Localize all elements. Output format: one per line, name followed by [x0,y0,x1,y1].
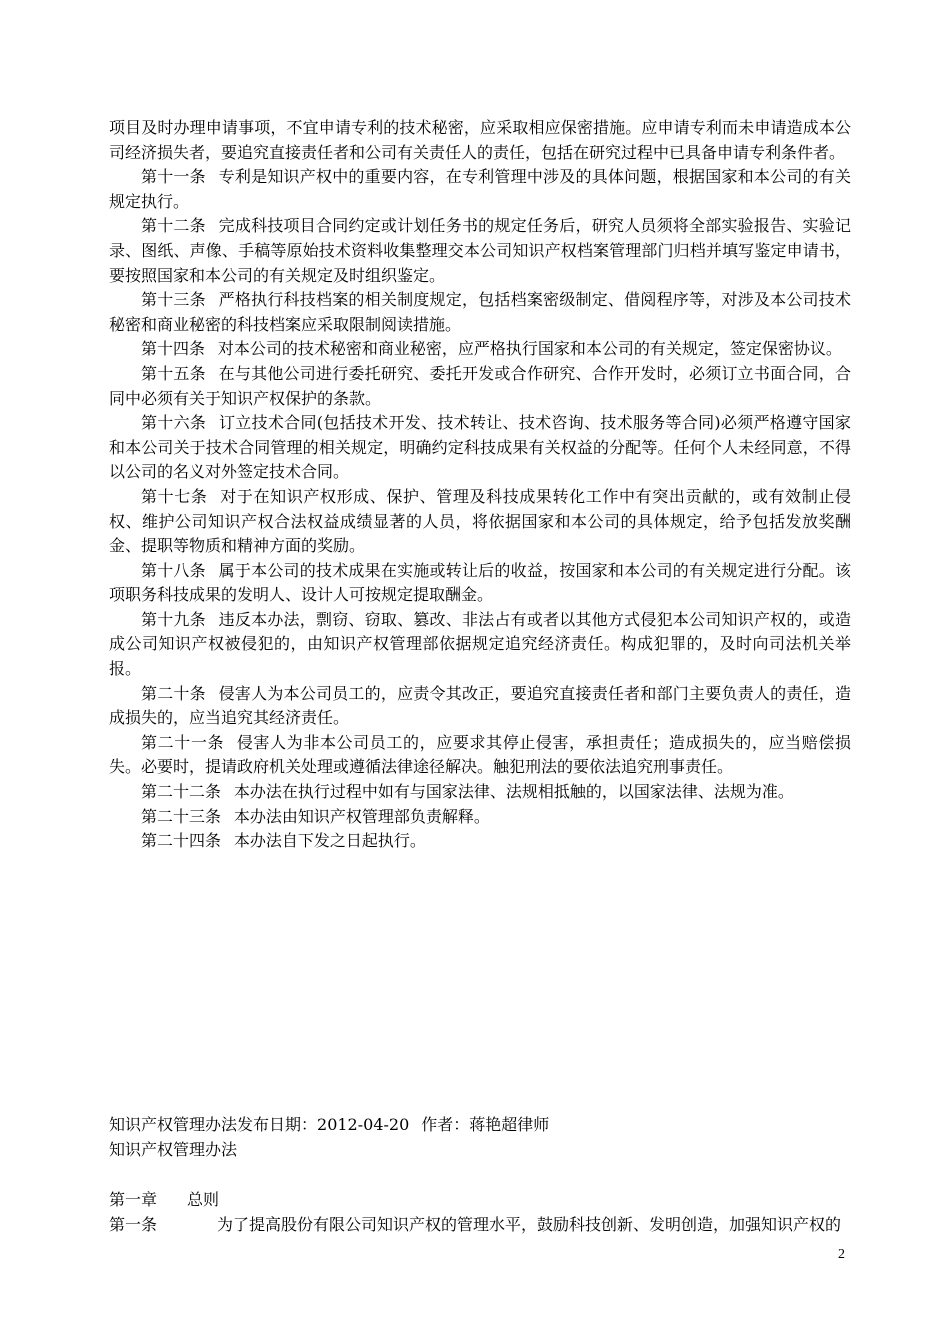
release-date: 2012-04-20 [317,1115,410,1134]
article-text: 本办法自下发之日起执行。 [233,831,426,851]
article-24 [109,829,851,854]
first-article-line [109,1212,851,1237]
first-article-number: 第一条 [109,1215,158,1234]
article-number: 第十七条 [141,486,208,506]
page-number: 2 [838,1247,845,1262]
article-number: 第十八条 [141,560,206,580]
article-number: 第二十条 [141,683,206,703]
article-text: 本办法在执行过程中如有与国家法律、法规相抵触的，以国家法律、法规为准。 [233,782,794,802]
article-15 [109,362,851,411]
article-text: 订立技术合同(包括技术开发、技术转让、技术咨询、技术服务等合同)必须严格遵守国家和本公司关于技术合同管理的相关规定，明确约定科技成果有关权益的分配等。任何个人未经同意，不得以公司的名义对外签定技术合同。 [109,413,851,482]
article-text: 属于本公司的技术成果在实施或转让后的收益，按国家和本公司的有关规定进行分配。该项职务科技成果的发明人、设计人可按规定提取酬金。 [109,560,851,605]
article-text: 侵害人为非本公司员工的，应要求其停止侵害，承担责任；造成损失的，应当赔偿损失。必要时，提请政府机关处理或遵循法律途径解决。触犯刑法的要依法追究刑事责任。 [109,732,851,777]
article-14 [109,337,851,362]
author-label: 作者： [421,1115,470,1134]
article-text: 对于在知识产权形成、保护、管理及科技成果转化工作中有突出贡献的，或有效制止侵权、维护公司知识产权合法权益成绩显著的人员，将依据国家和本公司的具体规定，给予包括发放奖酬金、提职等物质和精神方面的奖励。 [109,486,851,556]
article-19 [109,608,851,682]
article-13 [109,288,851,337]
article-number: 第十三条 [141,290,206,310]
article-20 [109,682,851,731]
article-12 [109,214,851,288]
release-info-line [109,1112,851,1137]
article-number: 第二十三条 [141,806,222,826]
author-name: 蒋艳超律师 [469,1115,550,1134]
article-number: 第二十二条 [141,782,222,802]
article-text: 严格执行科技档案的相关制度规定，包括档案密级制定、借阅程序等，对涉及本公司技术秘密和商业秘密的科技档案应采取限制阅读措施。 [109,290,851,334]
article-number: 第二十一条 [141,732,225,752]
article-number: 第十六条 [141,413,207,433]
article-17 [109,485,851,559]
article-21 [109,731,851,780]
next-document-title: 知识产权管理办法 [109,1140,238,1159]
chapter-number: 第一章 [109,1190,158,1209]
article-text: 本办法由知识产权管理部负责解释。 [233,806,490,826]
article-number: 第十九条 [141,609,206,629]
article-18 [109,559,851,608]
article-text: 在与其他公司进行委托研究、委托开发或合作研究、合作开发时，必须订立书面合同，合同中必须有关于知识产权保护的条款。 [109,363,851,408]
chapter-name: 总则 [187,1190,220,1209]
article-number: 第十四条 [141,339,206,359]
article-23 [109,805,851,830]
article-11 [109,165,851,214]
release-date-label: 知识产权管理办法发布日期： [109,1115,318,1134]
article-22 [109,780,851,805]
article-text: 侵害人为本公司员工的，应责令其改正，要追究直接责任者和部门主要负责人的责任，造成损失的，应当追究其经济责任。 [109,683,851,728]
first-article-text: 为了提高股份有限公司知识产权的管理水平，鼓励科技创新、发明创造，加强知识产权的 [217,1215,842,1234]
article-text: 专利是知识产权中的重要内容，在专利管理中涉及的具体问题，根据国家和本公司的有关规定执行。 [109,167,851,211]
article-number: 第十一条 [141,167,206,187]
regulation-body [109,116,851,854]
article-text: 违反本办法，剽窃、窃取、篡改、非法占有或者以其他方式侵犯本公司知识产权的，或造成公司知识产权被侵犯的，由知识产权管理部依据规定追究经济责任。构成犯罪的，及时向司法机关举报。 [109,609,851,679]
article-number: 第十二条 [141,216,206,236]
article-number: 第十五条 [141,363,206,383]
article-number: 第二十四条 [141,831,222,851]
article-text: 完成科技项目合同约定或计划任务书的规定任务后，研究人员须将全部实验报告、实验记录、图纸、声像、手稿等原始技术资料收集整理交本公司知识产权档案管理部门归档并填写鉴定申请书，要按照国家和本公司的有关规定及时组织鉴定。 [109,216,851,285]
chapter-heading [109,1187,219,1212]
article-16 [109,411,851,485]
continuation-paragraph: 项目及时办理申请事项，不宜申请专利的技术秘密，应采取相应保密措施。应申请专利而未申请造成本公司经济损失者，要追究直接责任者和公司有关责任人的责任，包括在研究过程中已具备申请专利条件者。 [109,118,851,162]
article-text: 对本公司的技术秘密和商业秘密，应严格执行国家和本公司的有关规定，签定保密协议。 [217,339,842,359]
